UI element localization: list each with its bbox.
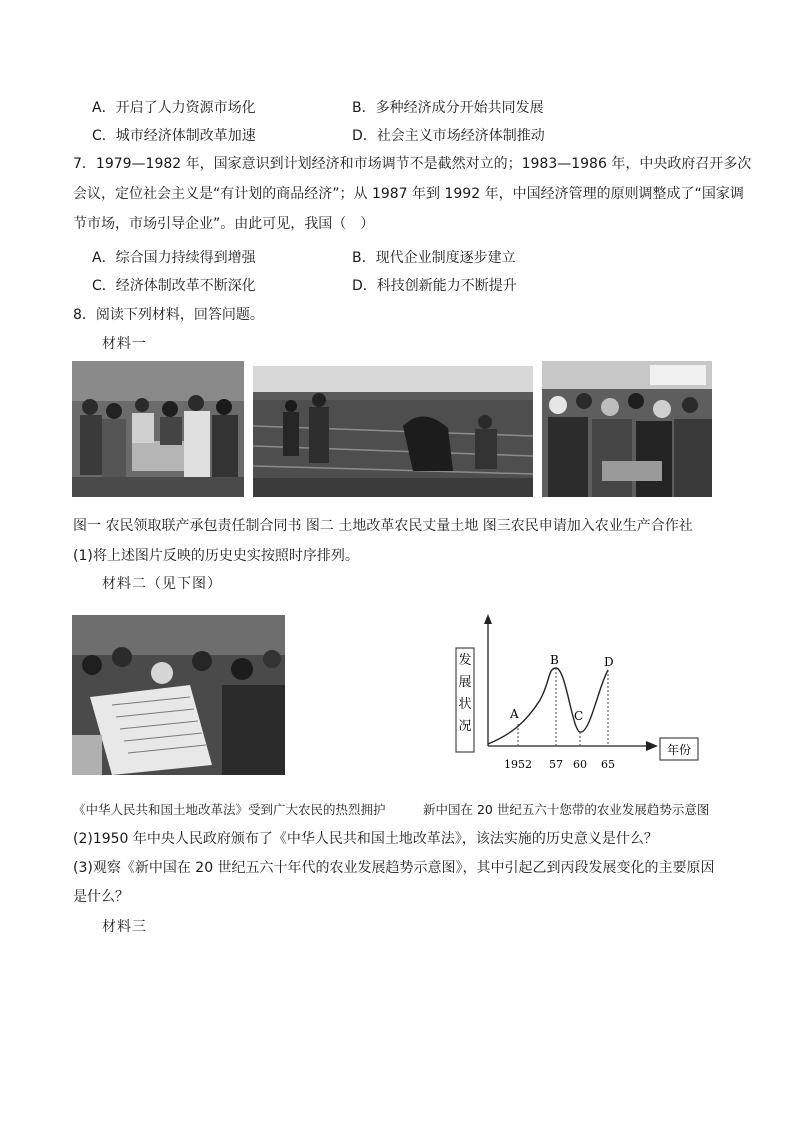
- q8-intro: 8．阅读下列材料，回答问题。: [73, 307, 264, 323]
- q7-stem-line-2: 会议，定位社会主义是“有计划的商品经济”；从 1987 年到 1992 年，中国经济管理的原则调整成了“国家调: [73, 186, 744, 202]
- y-label-char: 状: [458, 697, 472, 712]
- photo-land-measuring: [253, 366, 533, 497]
- material-3-label: 材料三: [102, 919, 147, 935]
- y-axis-arrow: [484, 614, 492, 624]
- trend-curve: [488, 668, 608, 744]
- agri-trend-chart: [452, 610, 712, 778]
- q7-option-b: B．现代企业制度逐步建立: [352, 250, 516, 266]
- x-tick-57: 57: [549, 758, 563, 771]
- y-label-char: 展: [458, 675, 472, 690]
- q7-option-a: A．综合国力持续得到增强: [92, 250, 256, 266]
- q7-option-d: D．科技创新能力不断提升: [352, 278, 517, 294]
- q7-stem-line-1: 7．1979—1982 年，国家意识到计划经济和市场调节不是截然对立的；1983—1986 年，中央政府召开多次: [73, 156, 752, 172]
- material-2-label: 材料二（见下图）: [102, 576, 222, 592]
- q8-sub-3-line-1: (3)观察《新中国在 20 世纪五六十年代的农业发展趋势示意图》，其中引起乙到丙段发展变化的主要原因: [73, 860, 715, 876]
- y-label-char: 发: [458, 653, 472, 668]
- q6-option-a: A．开启了人力资源市场化: [92, 100, 256, 116]
- y-label-char-1: [458, 653, 471, 734]
- material-1-label: 材料一: [102, 336, 147, 352]
- photo-cooperative-applying: [542, 361, 712, 497]
- point-label-d: D: [604, 655, 614, 669]
- x-tick-1952: 1952: [504, 758, 532, 771]
- photo-4-caption: 《中华人民共和国土地改革法》受到广大农民的热烈拥护: [73, 802, 386, 817]
- q6-option-c: C．城市经济体制改革加速: [92, 128, 256, 144]
- q7-option-c: C．经济体制改革不断深化: [92, 278, 256, 294]
- x-axis-label: 年份: [666, 743, 692, 757]
- q8-sub-2: (2)1950 年中央人民政府颁布了《中华人民共和国土地改革法》，该法实施的历史意义是什么？: [73, 831, 658, 847]
- chart-caption: 新中国在 20 世纪五六十您带的农业发展趋势示意图: [423, 802, 710, 817]
- x-axis-arrow: [646, 741, 658, 751]
- q6-option-b: B．多种经济成分开始共同发展: [352, 100, 544, 116]
- point-label-a: A: [510, 707, 519, 721]
- point-label-b: B: [550, 653, 559, 667]
- q8-sub-1: (1)将上述图片反映的历史史实按照时序排列。: [73, 548, 359, 564]
- photo-land-reform-law: [72, 615, 285, 775]
- q7-stem-line-3: 节市场，市场引导企业”。由此可见，我国（ ）: [73, 216, 375, 232]
- material-1-captions: 图一 农民领取联产承包责任制合同书 图二 土地改革农民丈量土地 图三农民申请加入农业生产合作社: [73, 518, 693, 534]
- q8-sub-3-line-2: 是什么？: [73, 889, 129, 905]
- x-tick-65: 65: [601, 758, 615, 771]
- point-label-c: C: [574, 709, 584, 723]
- q6-option-d: D．社会主义市场经济体制推动: [352, 128, 545, 144]
- x-tick-60: 60: [573, 758, 587, 771]
- y-label-char: 况: [458, 719, 472, 734]
- photo-contract-signing: [72, 361, 244, 497]
